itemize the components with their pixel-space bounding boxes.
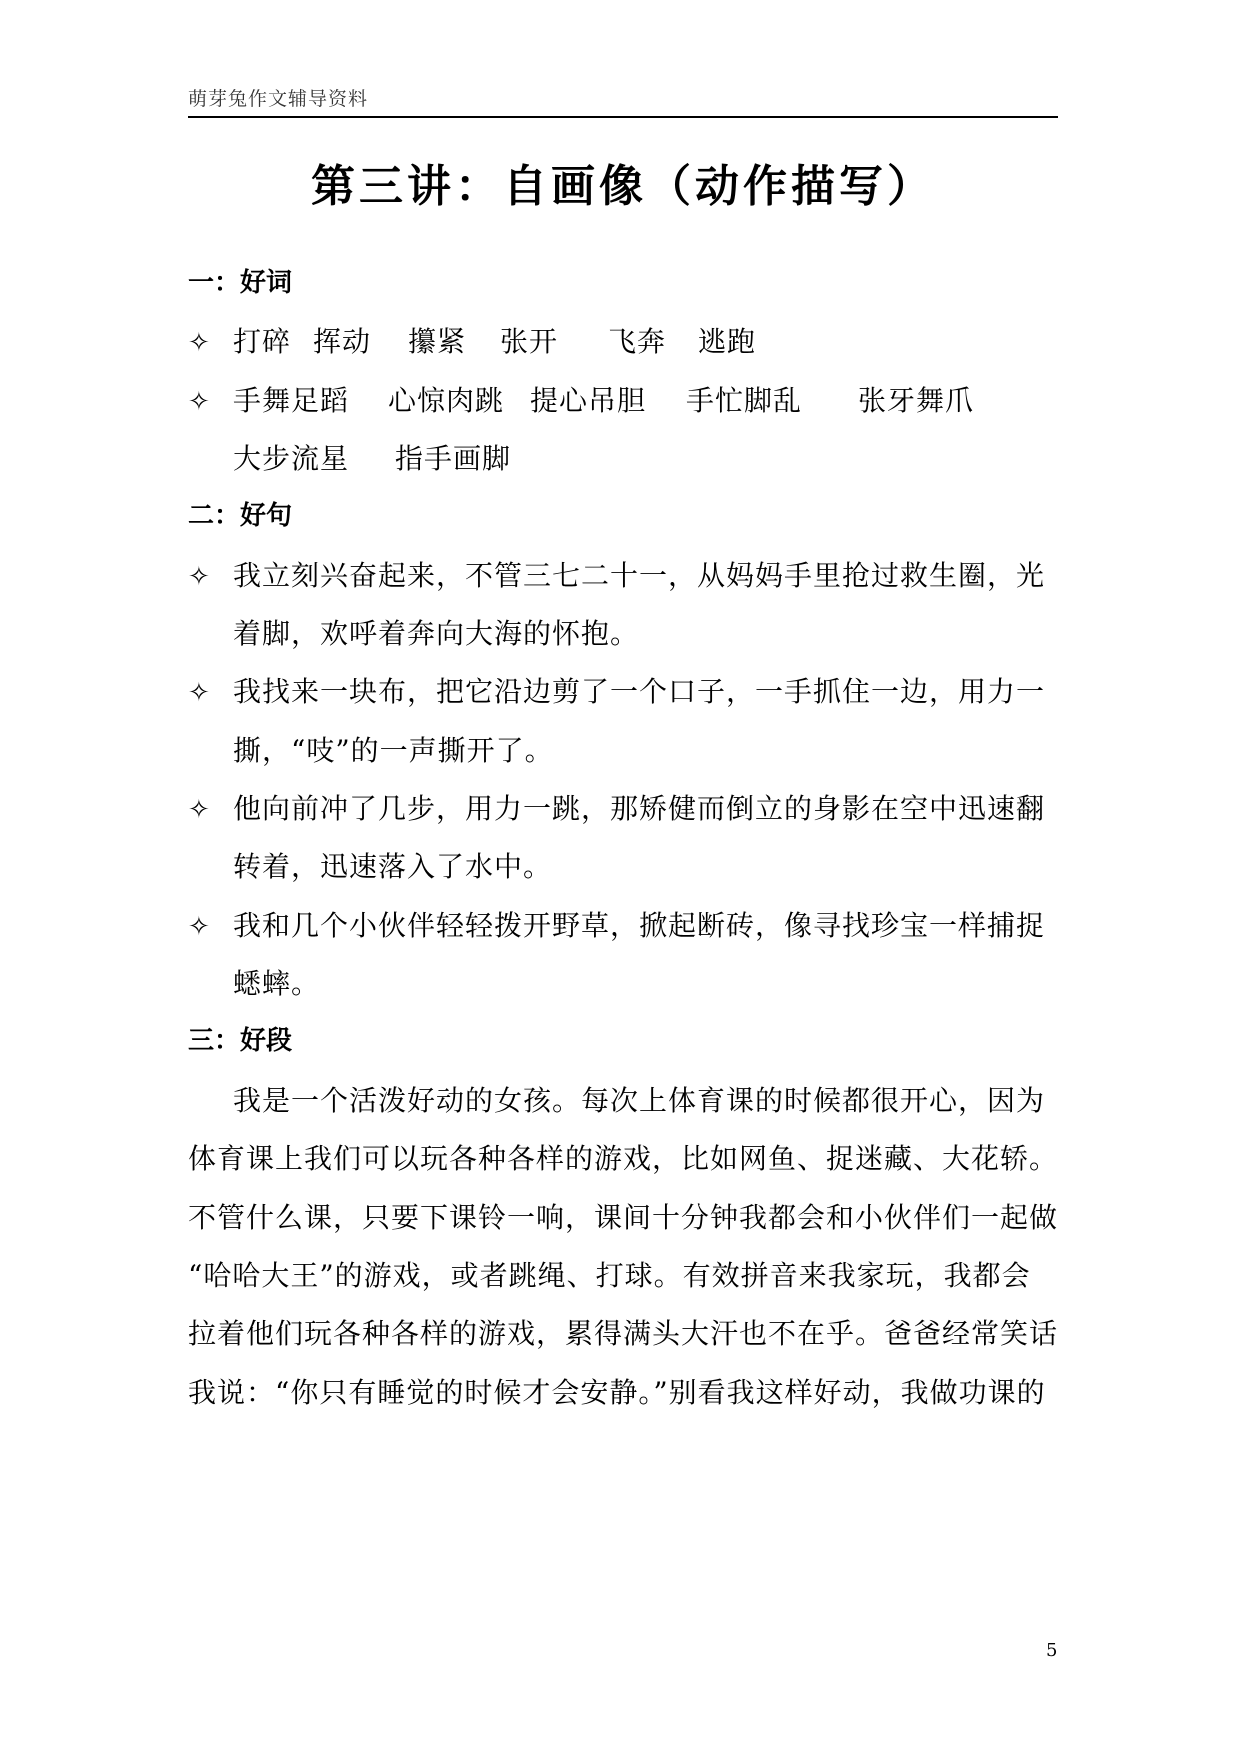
paragraph-line-1: 我是一个活泼好动的女孩。每次上体育课的时候都很开心，因为 bbox=[233, 1084, 1046, 1117]
sentence-text: 他向前冲了几步，用力一跳，那矫健而倒立的身影在空中迅速翻 bbox=[233, 792, 1046, 825]
sentence-2-line-1 bbox=[188, 670, 1068, 710]
word-item: 张开 bbox=[500, 325, 559, 358]
page-header: 萌芽兔作文辅导资料 bbox=[188, 88, 369, 110]
sentence-1-line-2: 着脚，欢呼着奔向大海的怀抱。 bbox=[233, 617, 640, 650]
bullet-icon: ✧ bbox=[188, 795, 211, 825]
paragraph-line-6: 我说：“你只有睡觉的时候才会安静。”别看我这样好动，我做功课的 bbox=[188, 1376, 1046, 1409]
header-rule bbox=[188, 116, 1058, 118]
sentence-1-line-1 bbox=[188, 554, 1068, 594]
paragraph-line-3: 不管什么课，只要下课铃一响，课间十分钟我都会和小伙伴们一起做 bbox=[188, 1201, 1059, 1234]
word-item: 打碎 bbox=[233, 325, 292, 358]
word-item: 提心吊胆 bbox=[530, 384, 647, 417]
paragraph-line-2: 体育课上我们可以玩各种各样的游戏，比如网鱼、捉迷藏、大花轿。 bbox=[188, 1142, 1059, 1175]
sentence-text: 我立刻兴奋起来，不管三七二十一，从妈妈手里抢过救生圈，光 bbox=[233, 559, 1046, 592]
word-item: 手舞足蹈 bbox=[233, 384, 350, 417]
paragraph-line-5: 拉着他们玩各种各样的游戏，累得满头大汗也不在乎。爸爸经常笑话 bbox=[188, 1317, 1059, 1350]
bullet-icon: ✧ bbox=[188, 678, 211, 708]
word-item: 张牙舞爪 bbox=[858, 384, 975, 417]
word-item: 飞奔 bbox=[608, 325, 667, 358]
sentence-4-line-2: 蟋蟀。 bbox=[233, 967, 321, 1000]
word-item: 大步流星 bbox=[233, 442, 350, 475]
word-item: 攥紧 bbox=[408, 325, 467, 358]
sentence-2-line-2: 撕，“吱”的一声撕开了。 bbox=[233, 734, 554, 767]
word-item: 挥动 bbox=[313, 325, 372, 358]
bullet-icon: ✧ bbox=[188, 912, 211, 942]
word-item: 心惊肉跳 bbox=[388, 384, 505, 417]
sentence-text: 我和几个小伙伴轻轻拨开野草，掀起断砖，像寻找珍宝一样捕捉 bbox=[233, 909, 1046, 942]
word-row-3 bbox=[233, 437, 1113, 477]
paragraph-line-4: “哈哈大王”的游戏，或者跳绳、打球。有效拼音来我家玩，我都会 bbox=[188, 1259, 1031, 1292]
bullet-icon: ✧ bbox=[188, 562, 211, 592]
word-item: 逃跑 bbox=[698, 325, 757, 358]
sentence-4-line-1 bbox=[188, 904, 1068, 944]
word-item: 指手画脚 bbox=[395, 442, 512, 475]
page-number: 5 bbox=[1046, 1640, 1058, 1661]
word-row-2 bbox=[188, 379, 1068, 419]
page-title: 第三讲：自画像（动作描写） bbox=[311, 161, 935, 212]
bullet-icon: ✧ bbox=[188, 328, 211, 358]
section-heading-paragraph: 三：好段 bbox=[188, 1026, 293, 1056]
sentence-3-line-2: 转着，迅速落入了水中。 bbox=[233, 850, 553, 883]
bullet-icon: ✧ bbox=[188, 387, 211, 417]
section-heading-words: 一：好词 bbox=[188, 268, 293, 298]
word-row-1 bbox=[188, 320, 1068, 360]
section-heading-sentences: 二：好句 bbox=[188, 501, 293, 531]
word-item: 手忙脚乱 bbox=[686, 384, 803, 417]
sentence-text: 我找来一块布，把它沿边剪了一个口子，一手抓住一边，用力一 bbox=[233, 675, 1046, 708]
sentence-3-line-1 bbox=[188, 787, 1068, 827]
